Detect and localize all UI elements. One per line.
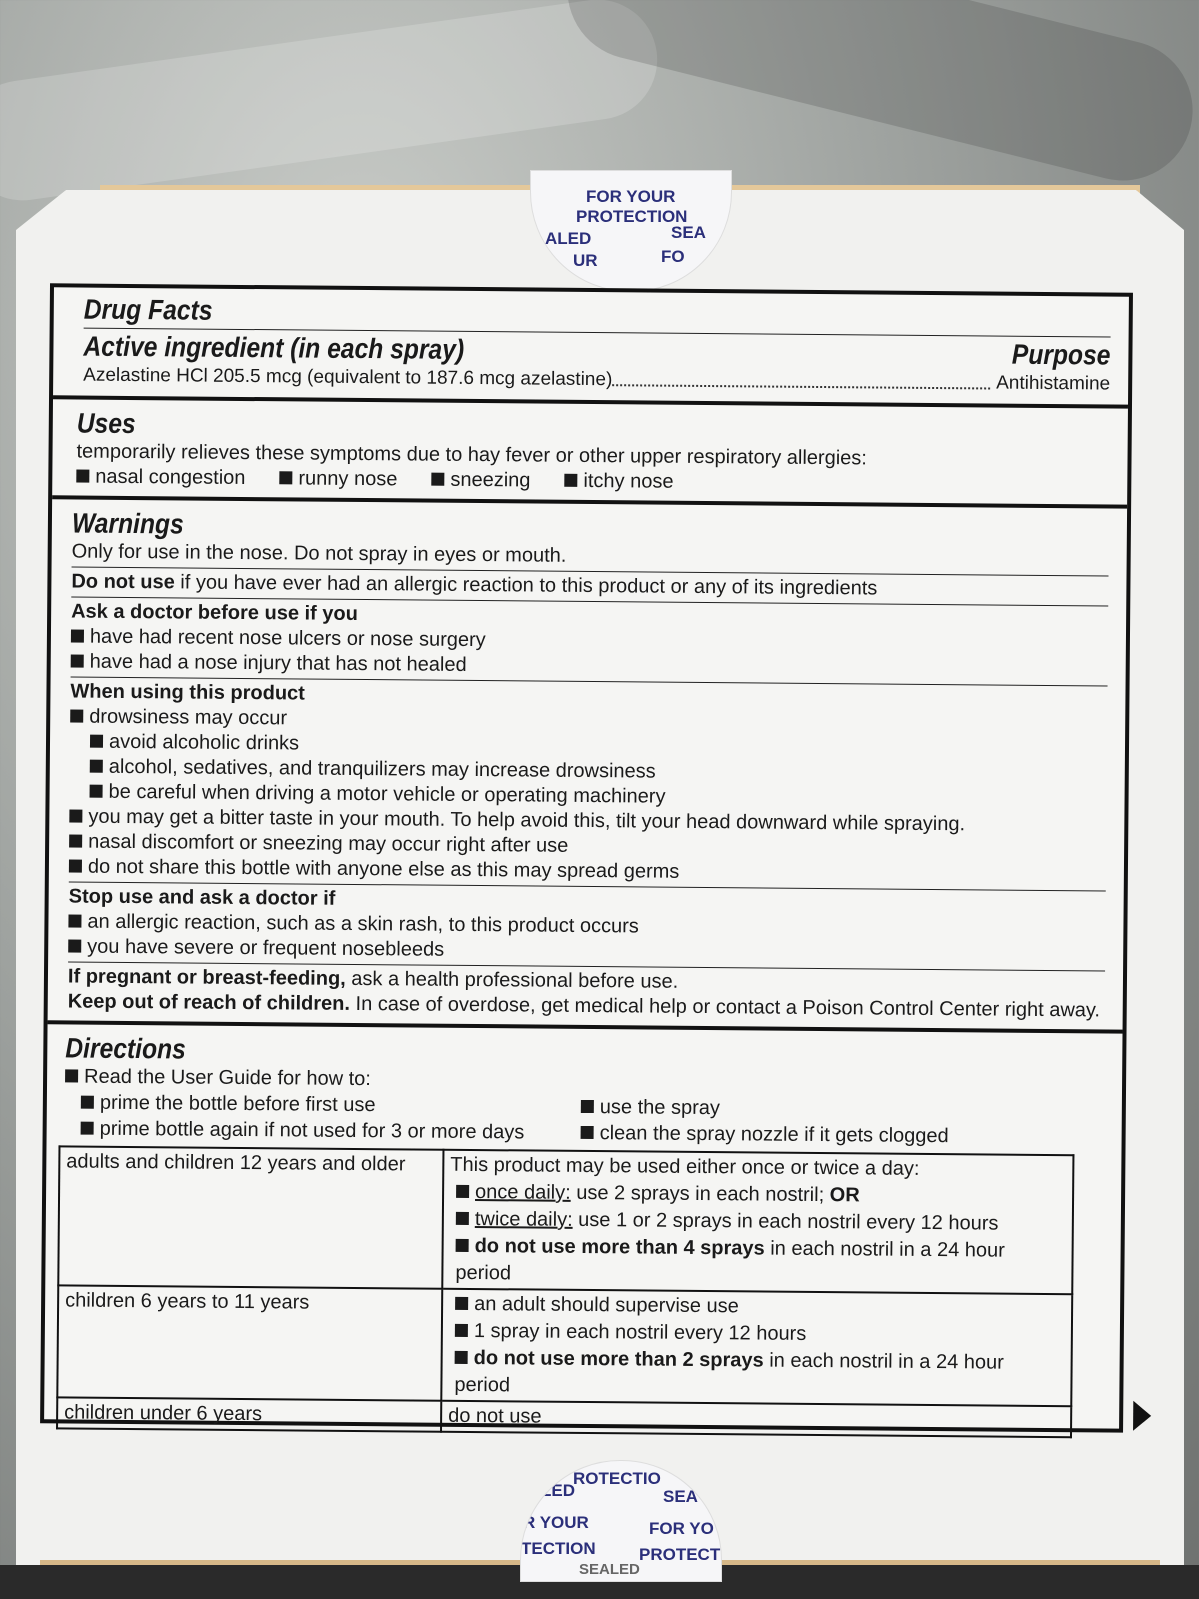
- pregnancy-warning: If pregnant or breast-feeding, ask a health professional before use.: [67, 965, 679, 993]
- bullet-square-icon: [455, 1324, 468, 1337]
- directions-heading: Directions: [65, 1032, 186, 1065]
- table-cell: an adult should supervise use 1 spray in each nostril every 12 hours do not use more than 2 sprays in each nostril in a 24 hour period: [441, 1289, 1072, 1406]
- dosage-table: [56, 1145, 1074, 1438]
- seal-text: SEA: [663, 1487, 698, 1506]
- guide-items-grid: [65, 1089, 1104, 1150]
- list-item: drowsiness may occur: [70, 704, 1107, 738]
- seal-text: SEA: [671, 223, 706, 242]
- dot-leader: [612, 384, 990, 389]
- seal-text: PROTECTION: [576, 207, 688, 226]
- list-item: prime bottle again if not used for 3 or more days: [81, 1116, 581, 1146]
- bullet-square-icon: [90, 735, 103, 748]
- list-item: have had a nose injury that has not healed: [71, 649, 1108, 683]
- warnings-heading: Warnings: [71, 507, 184, 540]
- seal-text: FOR YOUR: [586, 187, 676, 206]
- table-cell: do not use: [441, 1401, 1071, 1437]
- list-item: alcohol, sedatives, and tranquilizers may increase drowsiness: [70, 754, 1107, 788]
- drug-facts-panel: [40, 283, 1133, 1432]
- keep-out-of-reach-warning: Keep out of reach of children. In case of overdose, get medical help or contact a Poison Control Center right away.: [67, 990, 1101, 1022]
- seal-text: PROTECT: [639, 1545, 721, 1564]
- read-guide-line: Read the User Guide for how to:: [65, 1064, 1104, 1098]
- bullet-square-icon: [68, 914, 81, 927]
- directions-section: [44, 1024, 1123, 1448]
- bullet-square-icon: [90, 785, 103, 798]
- bullet-square-icon: [581, 1126, 594, 1139]
- seal-text: LED: [541, 1481, 575, 1500]
- uses-item: sneezing: [431, 468, 530, 494]
- seal-text: FOR YO: [649, 1519, 714, 1538]
- seal-text: TECTION: [521, 1539, 596, 1558]
- list-item: you may get a bitter taste in your mouth. To help avoid this, tilt your head downward while spraying.: [69, 804, 1106, 838]
- table-cell: children under 6 years: [57, 1397, 441, 1431]
- bullet-square-icon: [456, 1212, 469, 1225]
- uses-section: [52, 399, 1128, 508]
- stop-use-heading: Stop use and ask a doctor if: [68, 885, 336, 910]
- list-item: clean the spray nozzle if it gets clogged: [581, 1120, 1001, 1150]
- bullet-square-icon: [81, 1096, 94, 1109]
- do-not-use-line: Do not use if you have ever had an allergic reaction to this product or any of its ingredients: [71, 566, 1108, 603]
- bullet-square-icon: [456, 1239, 469, 1252]
- list-item: avoid alcoholic drinks: [70, 729, 1107, 763]
- bullet-square-icon: [456, 1185, 469, 1198]
- table-cell: children 6 years to 11 years: [57, 1285, 442, 1400]
- list-item: you have severe or frequent nosebleeds: [68, 934, 1105, 968]
- list-item: an allergic reaction, such as a skin rash, to this product occurs: [68, 909, 1105, 943]
- bullet-square-icon: [69, 809, 82, 822]
- list-item: nasal discomfort or sneezing may occur right after use: [69, 829, 1106, 863]
- seal-text: FO: [661, 247, 685, 266]
- warnings-section: [48, 499, 1128, 1033]
- active-ingredient-text: Azelastine HCl 205.5 mcg (equivalent to 187.6 mcg azelastine): [83, 364, 613, 391]
- seal-text: UR: [573, 251, 598, 270]
- bullet-square-icon: [65, 1069, 78, 1082]
- seal-text: SEALED: [579, 1561, 640, 1578]
- background-fabric-shadow: [553, 0, 1199, 195]
- list-item: do not share this bottle with anyone else as this may spread germs: [69, 854, 1106, 888]
- purpose-text: Antihistamine: [996, 372, 1111, 395]
- list-item: have had recent nose ulcers or nose surgery: [71, 624, 1108, 658]
- uses-item: nasal congestion: [76, 465, 245, 491]
- uses-item: itchy nose: [564, 469, 673, 495]
- bullet-square-icon: [81, 1122, 94, 1135]
- bullet-square-icon: [69, 859, 82, 872]
- bullet-square-icon: [69, 834, 82, 847]
- when-using-heading: When using this product: [70, 680, 305, 705]
- drug-facts-title: Drug Facts: [83, 293, 213, 326]
- table-row: [57, 1285, 1072, 1406]
- list-item: use the spray: [581, 1094, 1001, 1124]
- bullet-square-icon: [68, 939, 81, 952]
- table-cell: adults and children 12 years and older: [58, 1146, 443, 1288]
- uses-item: runny nose: [279, 466, 397, 492]
- bullet-square-icon: [581, 1100, 594, 1113]
- bullet-square-icon: [455, 1351, 468, 1364]
- table-cell: This product may be used either once or twice a day: once daily: use 2 sprays in each nostril; OR twice daily: use 1 or 2 sprays in each nostril every 12 hours do not use more than 4 sprays in each nostril in a 24 hour period: [442, 1150, 1073, 1294]
- bullet-square-icon: [70, 709, 83, 722]
- seal-text: R YOUR: [523, 1513, 589, 1532]
- bullet-square-icon: [71, 654, 84, 667]
- bullet-square-icon: [279, 471, 292, 484]
- seal-text: ALED: [545, 229, 592, 248]
- uses-intro: temporarily relieves these symptoms due to hay fever or other upper respiratory allergies:: [76, 440, 867, 470]
- uses-heading: Uses: [76, 407, 136, 440]
- drug-facts-header-section: [53, 287, 1129, 408]
- ask-doctor-heading: Ask a doctor before use if you: [71, 600, 358, 625]
- bullet-square-icon: [76, 470, 89, 483]
- list-item: be careful when driving a motor vehicle or operating machinery: [69, 779, 1106, 813]
- bullet-square-icon: [90, 760, 103, 773]
- bullet-square-icon: [431, 473, 444, 486]
- continue-arrow-icon: [1133, 1401, 1151, 1431]
- bullet-square-icon: [71, 629, 84, 642]
- table-row: [58, 1146, 1073, 1294]
- list-item: prime the bottle before first use: [81, 1090, 581, 1120]
- active-ingredient-heading: Active ingredient (in each spray): [83, 330, 465, 365]
- seal-text: ROTECTIO: [573, 1469, 661, 1488]
- bullet-square-icon: [564, 474, 577, 487]
- bullet-square-icon: [455, 1297, 468, 1310]
- warning-nose-only: Only for use in the nose. Do not spray in eyes or mouth.: [71, 540, 567, 567]
- purpose-heading: Purpose: [1011, 338, 1111, 371]
